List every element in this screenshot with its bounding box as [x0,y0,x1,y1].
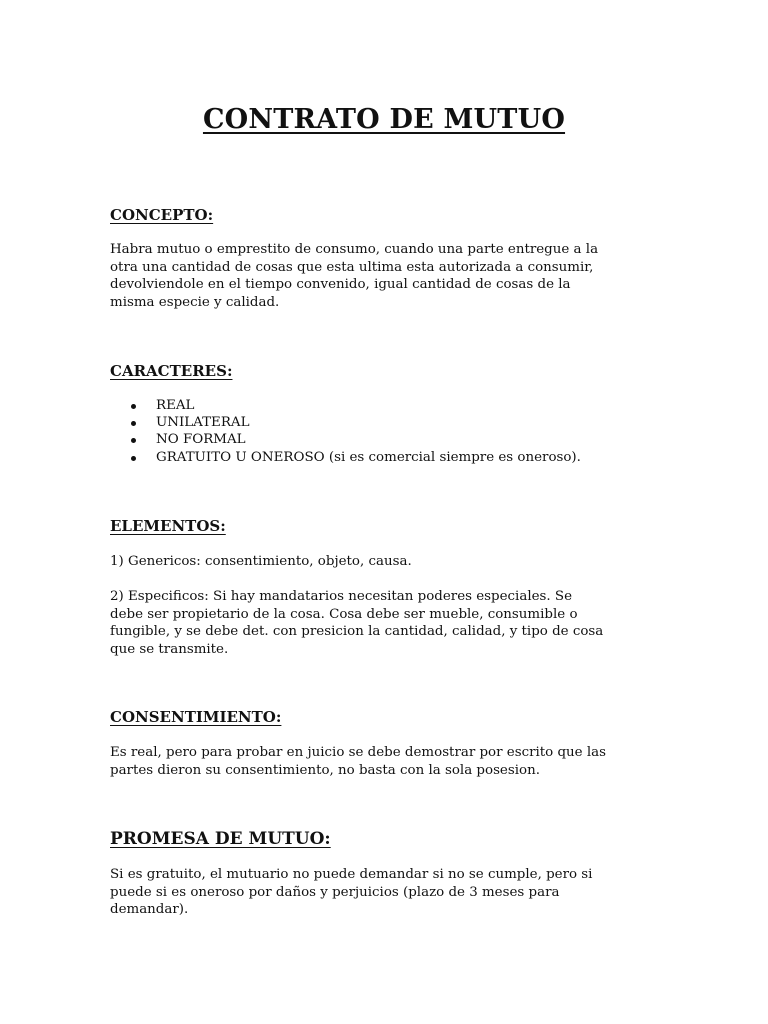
list-item: REAL [110,397,581,414]
caracteres-list [110,397,581,466]
paragraph-elementos-genericos: 1) Genericos: consentimiento, objeto, causa. [110,554,412,569]
bullet-icon [131,421,136,426]
heading-promesa: PROMESA DE MUTUO: [110,829,331,849]
heading-consentimiento: CONSENTIMIENTO: [110,708,282,726]
heading-caracteres: CARACTERES: [110,362,233,380]
paragraph-elementos-especificos: 2) Especificos: Si hay mandatarios necesitan poderes especiales. Se debe ser propietario de la cosa. Cosa debe ser mueble, consumible o fungible, y se debe det. con presicion la cantidad, calidad, y tipo de cosa que se transmite. [110,589,604,657]
heading-elementos: ELEMENTOS: [110,517,226,535]
document-title: CONTRATO DE MUTUO [202,104,566,136]
paragraph-promesa: Si es gratuito, el mutuario no puede demandar si no se cumple, pero si puede si es oneroso por daños y perjuicios (plazo de 3 meses para demandar). [110,867,593,917]
bullet-icon [131,438,136,443]
bullet-icon [131,456,136,461]
paragraph-concepto: Habra mutuo o emprestito de consumo, cuando una parte entregue a la otra una cantidad de cosas que esta ultima esta autorizada a consumir, devolviendole en el tiempo convenido, igual cantidad de cosas de la misma especie y calidad. [110,242,599,310]
heading-concepto: CONCEPTO: [110,206,214,224]
bullet-icon [131,404,136,409]
list-item: GRATUITO U ONEROSO (si es comercial siempre es oneroso). [110,449,581,466]
paragraph-consentimiento: Es real, pero para probar en juicio se debe demostrar por escrito que las partes dieron su consentimiento, no basta con la sola posesion. [110,745,606,778]
list-item: NO FORMAL [110,431,581,448]
list-item: UNILATERAL [110,414,581,431]
